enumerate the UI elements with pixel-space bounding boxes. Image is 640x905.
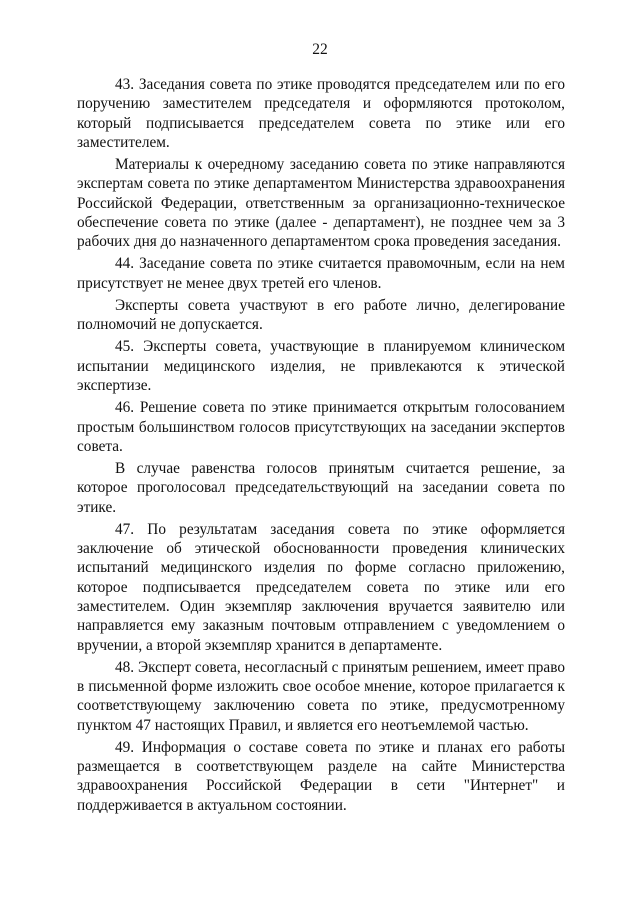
paragraph-49: 49. Информация о составе совета по этике и планах его работы размещается в соответствующем разделе на сайте Министерства здравоохранения Российской Федерации в сети "Интернет" и поддерживается в актуальном состоянии.	[77, 738, 565, 814]
paragraph-43: 43. Заседания совета по этике проводятся председателем или по его поручению заместителем председателя и оформляются протоколом, который подписывается председателем совета по этике или его заместителем.	[77, 76, 565, 151]
page-number: 22	[312, 41, 328, 58]
paragraph-45: 45. Эксперты совета, участвующие в планируемом клиническом испытании медицинского изделия, не привлекаются к этической экспертизе.	[77, 338, 565, 395]
paragraph-46: 46. Решение совета по этике принимается открытым голосованием простым большинством голосов присутствующих на заседании экспертов совета.	[77, 399, 565, 455]
paragraph-44: 44. Заседание совета по этике считается правомочным, если на нем присутствует не менее двух третей его членов.	[77, 255, 565, 292]
document-body	[77, 75, 565, 818]
paragraph-47: 47. По результатам заседания совета по этике оформляется заключение об этической обоснованности проведения клинических испытаний медицинского изделия по форме согласно приложению, которое подписывается председателем совета по этике или его заместителем. Один экземпляр заключения вручается заявителю или направляется ему заказным почтовым отправлением с уведомлением о вручении, а второй экземпляр хранится в департаменте.	[77, 520, 565, 654]
paragraph-43-materials: Материалы к очередному заседанию совета по этике направляются экспертам совета по этике департаментом Министерства здравоохранения Российской Федерации, ответственным за организационно-техническое обеспечение совета по этике (далее - департамент), не позднее чем за 3 рабочих дня до назначенного департаментом срока проведения заседания.	[77, 156, 565, 251]
paragraph-46-tie: В случае равенства голосов принятым считается решение, за которое проголосовал председательствующий на заседании совета по этике.	[77, 459, 565, 516]
paragraph-48: 48. Эксперт совета, несогласный с принятым решением, имеет право в письменной форме изложить свое особое мнение, которое прилагается к соответствующему заключению совета по этике, предусмотренному пунктом 47 настоящих Правил, и является его неотъемлемой частью.	[77, 658, 565, 734]
paragraph-44-experts: Эксперты совета участвуют в его работе лично, делегирование полномочий не допускается.	[77, 296, 565, 334]
